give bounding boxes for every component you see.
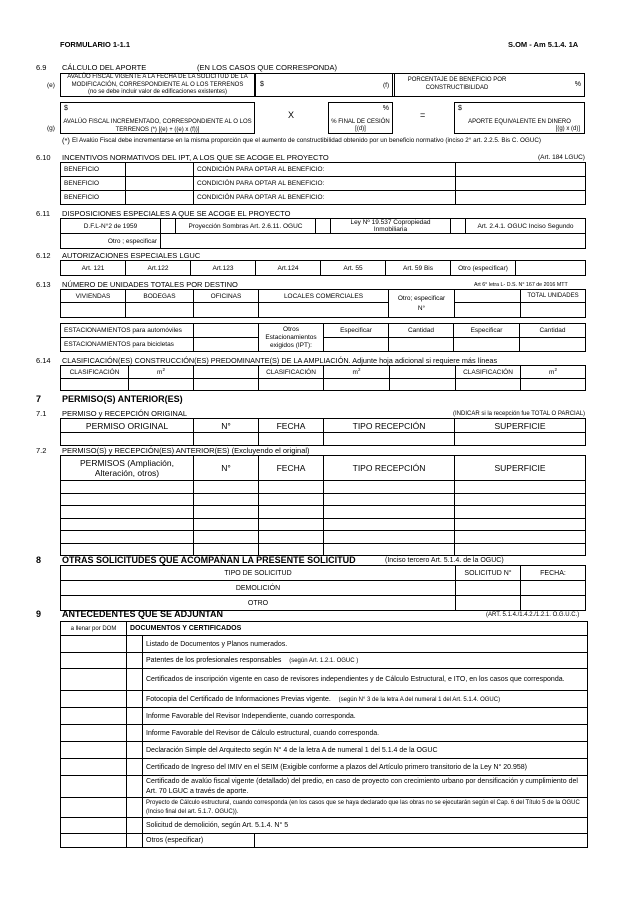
permisos-anteriores-table xyxy=(60,455,586,556)
g-text: AVALÚO FISCAL INCREMENTADO, CORRESPONDIENTE AL O LOS TERRENOS (*) [(e) + ((e) x (f))] xyxy=(63,119,252,133)
section-title: NÚMERO DE UNIDADES TOTALES POR DESTINO xyxy=(62,280,238,289)
otro-label: Otro; especificar xyxy=(397,294,446,302)
beneficio-input[interactable] xyxy=(126,191,194,205)
col-solicitud: SOLICITUD N° xyxy=(456,566,521,581)
condicion-label: CONDICIÓN PARA OPTAR AL BENEFICIO: xyxy=(194,177,456,191)
permiso-original-table xyxy=(60,418,586,446)
clas-3: CLASIFICACIÓN xyxy=(456,366,521,379)
col-tipo: TIPO DE SOLICITUD xyxy=(61,566,456,581)
section-ref: (Art. 184 LGUC) xyxy=(538,154,585,161)
e-text2: (no se debe incluir valor de edificaciones existentes) xyxy=(87,89,228,95)
form-number: FORMULARIO 1-1.1 xyxy=(60,40,131,49)
pct-sign: % xyxy=(574,81,581,88)
est-auto-input[interactable] xyxy=(194,324,259,338)
clas-1: CLASIFICACIÓN xyxy=(61,366,129,379)
art-124[interactable]: Art.124 xyxy=(256,261,321,276)
section-ref: (INDICAR si la recepción fue TOTAL O PARCIAL) xyxy=(453,411,586,417)
note-star: (*) xyxy=(62,136,70,145)
section-title: PERMISO(S) ANTERIOR(ES) xyxy=(62,394,183,404)
section-num: 7.1 xyxy=(36,409,47,418)
espec-1-input[interactable] xyxy=(324,338,389,352)
section-num: 6.9 xyxy=(36,63,47,72)
currency: $ xyxy=(64,105,68,112)
section-title: CLASIFICACIÓN(ES) CONSTRUCCIÓN(ES) PREDOMINANTE(S) DE LA AMPLIACIÓN. Adjunte hoja adicional si requiere más líneas xyxy=(62,356,498,365)
currency: $ xyxy=(458,105,462,112)
otro-especificar: Otro (especificar) xyxy=(451,261,516,276)
currency: $ xyxy=(260,81,264,88)
cant-1-input[interactable] xyxy=(389,338,454,352)
section-num: 7 xyxy=(36,394,42,404)
col-fecha: FECHA xyxy=(259,419,324,433)
col-tipo: TIPO RECEPCIÓN xyxy=(324,419,455,433)
aporte-sub: [(g) x (d)] xyxy=(555,126,580,132)
label-e: (e) xyxy=(47,82,55,89)
clasificacion-table xyxy=(60,365,586,391)
otro-n-input[interactable] xyxy=(455,303,521,318)
m2-1 xyxy=(129,366,194,379)
est-bici-label: ESTACIONAMIENTOS para bicicletas xyxy=(61,338,194,352)
equals-sign: = xyxy=(420,110,426,120)
final-pct-sub: [(d)] xyxy=(355,126,366,132)
doc-text: Fotocopia del Certificado de Informaciones Previas vigente. xyxy=(146,695,331,703)
section-ref: Art 6° letra L- D.S. N° 167 de 2016 MTT xyxy=(474,282,568,288)
dfl-check[interactable] xyxy=(161,219,176,234)
col-oficinas: OFICINAS xyxy=(194,290,259,303)
col-permisos: PERMISOS (Ampliación, Alteración, otros) xyxy=(61,456,194,481)
e-value[interactable] xyxy=(255,73,395,97)
g-box[interactable] xyxy=(60,102,255,134)
beneficio-input[interactable] xyxy=(126,163,194,177)
bodegas-input[interactable] xyxy=(126,303,194,318)
section-title: PERMISO(S) y RECEPCIÓN(ES) ANTERIOR(ES) (Excluyendo el original) xyxy=(62,446,310,455)
doc-item xyxy=(143,653,588,669)
section-num: 6.10 xyxy=(36,153,51,162)
section-title: OTRAS SOLICITUDES QUE ACOMPAÑAN LA PRESENTE SOLICITUD xyxy=(62,555,356,565)
doc-item: Informe Favorable del Revisor Independiente, cuando corresponda. xyxy=(143,708,588,725)
cantidad-2: Cantidad xyxy=(520,324,586,338)
col-otro xyxy=(389,290,455,318)
dom-label: a llenar por DOM xyxy=(61,622,127,636)
autorizaciones-table xyxy=(60,260,586,276)
label-g: (g) xyxy=(47,125,55,132)
art-121[interactable]: Art. 121 xyxy=(61,261,126,276)
col-n: N° xyxy=(194,419,259,433)
copropiedad-label: Ley Nº 19.537 Copropiedad Inmobiliaria xyxy=(331,219,451,234)
cant-2-input[interactable] xyxy=(520,338,586,352)
section-title: ANTECEDENTES QUE SE ADJUNTAN xyxy=(62,609,224,619)
doc-item: Solicitud de demolición, según Art. 5.1.4. N° 5 xyxy=(143,818,588,834)
times-sign: X xyxy=(288,110,295,120)
section-ref: (Inciso tercero Art. 5.1.4. de la OGUC) xyxy=(385,557,504,564)
especificar-1: Especificar xyxy=(324,324,389,338)
viviendas-input[interactable] xyxy=(61,303,126,318)
otro-input[interactable] xyxy=(455,290,521,303)
clas-3-input[interactable] xyxy=(456,379,521,391)
est-auto-label: ESTACIONAMIENTOS para automóviles xyxy=(61,324,194,338)
condicion-label: CONDICIÓN PARA OPTAR AL BENEFICIO: xyxy=(194,191,456,205)
col-bodegas: BODEGAS xyxy=(126,290,194,303)
col-permiso: PERMISO ORIGINAL xyxy=(61,419,194,433)
doc-text: Patentes de los profesionales responsables xyxy=(146,657,282,664)
pct-sign: % xyxy=(382,105,389,112)
total-input[interactable] xyxy=(521,303,586,318)
estacionamientos-table xyxy=(60,323,586,352)
doc-note: (según N° 3 de la letra A del numeral 1 del Art. 5.1.4. OGUC) xyxy=(338,696,501,703)
doc-item: Listado de Documentos y Planos numerados. xyxy=(143,636,588,653)
section-num: 6.13 xyxy=(36,280,51,289)
m2-2 xyxy=(324,366,390,379)
doc-item: Informe Favorable del Revisor de Cálculo estructural, cuando corresponda. xyxy=(143,725,588,742)
m2-1-input[interactable] xyxy=(129,379,194,391)
section-num: 9 xyxy=(36,609,42,619)
section-title: DISPOSICIONES ESPECIALES A QUE SE ACOGE EL PROYECTO xyxy=(62,209,291,218)
final-pct-label: % FINAL DE CESIÓN xyxy=(331,119,390,125)
unidades-table xyxy=(60,289,586,318)
disposiciones-table xyxy=(60,218,586,249)
section-title: PERMISO y RECEPCIÓN ORIGINAL xyxy=(62,409,188,418)
m2-label: m xyxy=(549,369,555,377)
oguc-label: Art. 2.4.1. OGUC Inciso Segundo xyxy=(466,219,586,234)
art-55[interactable]: Art. 55 xyxy=(321,261,386,276)
clas-1-input[interactable] xyxy=(61,379,129,391)
copropiedad-check[interactable] xyxy=(451,219,466,234)
clas-2-input[interactable] xyxy=(259,379,324,391)
doc-item: Proyecto de Cálculo estructural, cuando corresponda (en los casos que se haya declarado que las obras no se ejecutarán según el Cap. 6 del Título 5 de la OGUC (Inciso final del art. 5.1.7. OGUC)). xyxy=(143,798,588,818)
form-code: S.OM - Am 5.1.4. 1A xyxy=(508,40,579,49)
condicion-input[interactable] xyxy=(456,191,586,205)
condicion-input[interactable] xyxy=(456,177,586,191)
doc-item: Declaración Simple del Arquitecto según N° 4 de la letra A de numeral 1 del 5.1.4 de la OGUC xyxy=(143,742,588,759)
e-box xyxy=(60,73,255,97)
row-demolicion: DEMOLICIÓN xyxy=(61,581,456,596)
doc-item xyxy=(143,834,588,848)
col-tipo: TIPO RECEPCIÓN xyxy=(324,456,455,481)
sombras-check[interactable] xyxy=(316,219,331,234)
col-superficie: SUPERFICIE xyxy=(455,456,586,481)
doc-note: (según Art. 1.2.1. OGUC ) xyxy=(289,658,359,664)
sombras-label: Proyección Sombras Art. 2.6.11. OGUC xyxy=(176,219,316,234)
docs-label: DOCUMENTOS Y CERTIFICADOS xyxy=(127,622,588,636)
solicitudes-table xyxy=(60,565,586,611)
art-59bis[interactable]: Art. 59 Bis xyxy=(386,261,451,276)
doc-item: Certificado de Ingreso del IMIV en el SEIM (Exigible conforme a plazos del Artículo primero transitorio de la Ley N° 20.958) xyxy=(143,759,588,776)
beneficio-input[interactable] xyxy=(126,177,194,191)
oficinas-input[interactable] xyxy=(194,303,259,318)
label-f: (f) xyxy=(383,82,390,89)
m2-exp: 2 xyxy=(162,367,165,373)
col-fecha: FECHA xyxy=(259,456,324,481)
clas-2: CLASIFICACIÓN xyxy=(259,366,324,379)
col-fecha: FECHA: xyxy=(521,566,586,581)
m2-label: m xyxy=(157,369,163,377)
m2-3 xyxy=(521,366,586,379)
section-title: AUTORIZACIONES ESPECIALES LGUC xyxy=(62,251,201,260)
section-num: 6.11 xyxy=(36,209,51,218)
m2-exp: 2 xyxy=(357,367,361,373)
section-num: 6.14 xyxy=(36,356,51,365)
section-num: 8 xyxy=(36,555,42,565)
m2-exp: 2 xyxy=(554,367,557,373)
est-bici-input[interactable] xyxy=(194,338,259,352)
col-locales: LOCALES COMERCIALES xyxy=(259,290,389,303)
doc-item: Certificados de inscripción vigente en caso de revisores independientes y de Cálculo Estructural, e ITO, en los casos que corresponda. xyxy=(143,669,588,691)
col-viviendas: VIVIENDAS xyxy=(61,290,126,303)
section-title: CÁLCULO DEL APORTE xyxy=(62,63,147,72)
beneficio-label: BENEFICIO xyxy=(61,163,126,177)
especificar-2: Especificar xyxy=(454,324,520,338)
aporte-box[interactable] xyxy=(454,102,585,134)
section-num: 6.12 xyxy=(36,251,51,260)
m2-3-input[interactable] xyxy=(521,379,586,391)
otros-input[interactable] xyxy=(255,834,587,847)
section-ref: (ART. 5.1.4./1.4.2./1.2.1. O.G.U.C.) xyxy=(486,612,580,618)
m2-label: m xyxy=(352,369,358,377)
doc-item xyxy=(143,691,588,708)
col-superficie: SUPERFICIE xyxy=(455,419,586,433)
otro-input[interactable] xyxy=(516,261,586,276)
aporte-label: APORTE EQUIVALENTE EN DINERO xyxy=(468,119,571,125)
pct-label: PORCENTAJE DE BENEFICIO POR CONSTRUCTIBILIDAD xyxy=(407,77,507,91)
final-pct-box[interactable] xyxy=(328,102,393,134)
espec-2-input[interactable] xyxy=(454,338,520,352)
condicion-input[interactable] xyxy=(456,163,586,177)
antecedentes-table xyxy=(60,621,588,848)
col-n: N° xyxy=(194,456,259,481)
otros-est-label: Otros Estacionamientos exigidos (IPT): xyxy=(259,324,324,352)
row-otro: OTRO xyxy=(61,596,456,611)
locales-input[interactable] xyxy=(259,303,389,318)
section-num: 7.2 xyxy=(36,446,47,455)
note-text: El Avalúo Fiscal debe incrementarse en la misma proporción que el aumento de constructibilidad obtenido por un beneficio normativo (inciso 2° art. 2.2.5. Bis C. OGUC) xyxy=(72,137,541,144)
m2-2-input[interactable] xyxy=(324,379,390,391)
otro-label: Otro ; especificar xyxy=(61,234,161,249)
pct-box xyxy=(392,73,585,97)
otros-label: Otros (especificar) xyxy=(143,834,255,847)
dfl-label: D.F.L-N°2 de 1959 xyxy=(61,219,161,234)
section-subtitle: (EN LOS CASOS QUE CORRESPONDA) xyxy=(197,63,338,72)
incentivos-table xyxy=(60,162,586,205)
e-text: AVALÚO FISCAL VIGENTE A LA FECHA DE LA SOLICITUD DE LA MODIFICACIÓN, CORRESPONDIENTE AL O LOS TERRENOS xyxy=(67,74,248,88)
beneficio-label: BENEFICIO xyxy=(61,191,126,205)
beneficio-label: BENEFICIO xyxy=(61,177,126,191)
col-total: TOTAL UNIDADES xyxy=(521,290,586,303)
cantidad-1: Cantidad xyxy=(389,324,454,338)
art-123[interactable]: Art.123 xyxy=(191,261,256,276)
otro-input[interactable] xyxy=(161,234,586,249)
condicion-label: CONDICIÓN PARA OPTAR AL BENEFICIO: xyxy=(194,163,456,177)
doc-item: Certificado de avalúo fiscal vigente (detallado) del predio, en caso de proyecto con crecimiento urbano por densificación y cumplimiento del Art. 70 LGUC a través de aporte. xyxy=(143,776,588,798)
otro-n: N° xyxy=(417,304,426,312)
section-title: INCENTIVOS NORMATIVOS DEL IPT, A LOS QUE SE ACOGE EL PROYECTO xyxy=(62,153,329,162)
art-122[interactable]: Art.122 xyxy=(126,261,191,276)
